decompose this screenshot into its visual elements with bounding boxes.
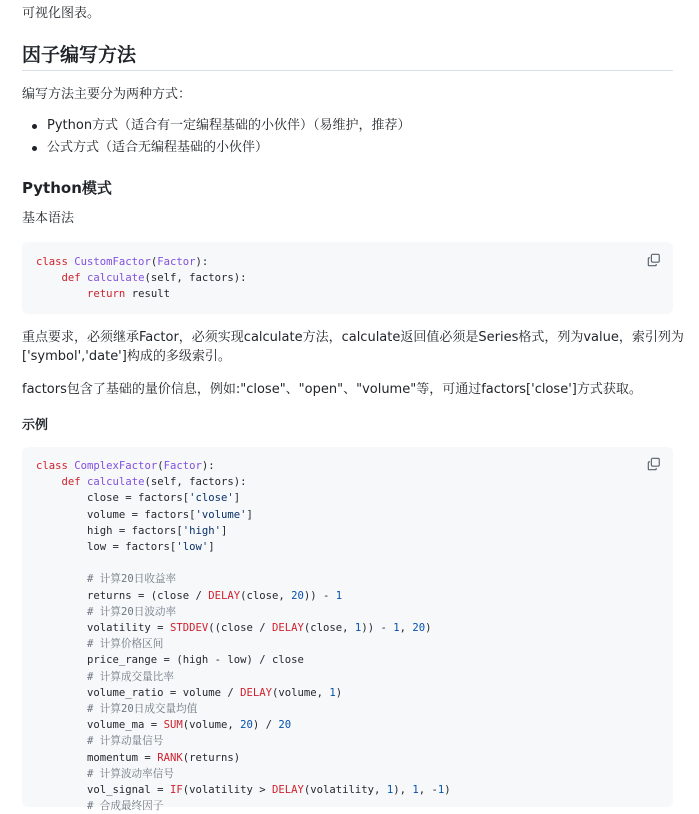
code-line xyxy=(36,671,174,683)
code-token: # 计算20日收益率 xyxy=(36,573,177,586)
code-keyword: return xyxy=(87,288,126,301)
code-token: ] xyxy=(220,524,228,537)
code-token: , xyxy=(399,622,413,635)
code-token: IF xyxy=(169,784,183,797)
list-item: Python方式（适合有一定编程基础的小伙伴）（易维护，推荐） xyxy=(47,118,411,133)
example-title: 示例 xyxy=(22,418,49,433)
code-token: (volatility > xyxy=(182,784,272,797)
code-token: ( xyxy=(157,460,164,472)
code-token: ) xyxy=(335,686,343,699)
code-line xyxy=(36,768,174,780)
code-token: 1 xyxy=(354,622,362,635)
code-indent xyxy=(36,476,62,488)
code-token: 1 xyxy=(386,784,394,797)
code-token: SUM xyxy=(163,719,183,732)
code-base-class: Factor xyxy=(163,460,202,472)
code-token: ): xyxy=(195,256,209,268)
code-line xyxy=(36,654,304,666)
code-token: DELAY xyxy=(272,622,304,635)
code-line xyxy=(36,256,208,268)
code-line xyxy=(36,687,342,699)
code-token: )) - xyxy=(361,622,394,635)
code-keyword: def xyxy=(61,476,81,489)
code-token: 'volume' xyxy=(195,508,247,521)
code-token: ) xyxy=(444,784,451,797)
code-class-name: ComplexFactor xyxy=(74,460,158,472)
code-line xyxy=(36,492,240,504)
code-line xyxy=(36,622,432,634)
list-bullet xyxy=(32,124,37,129)
code-token: DELAY xyxy=(208,589,241,602)
list-bullet xyxy=(32,146,37,151)
code-token: # 计算价格区间 xyxy=(36,638,164,651)
code-line xyxy=(36,735,163,747)
code-token: 1 xyxy=(335,589,343,602)
section-divider xyxy=(22,70,673,71)
code-line xyxy=(36,272,247,284)
code-token: 'close' xyxy=(189,492,234,505)
copy-icon[interactable] xyxy=(647,253,661,267)
code-token: ] xyxy=(208,541,215,554)
code-token: (returns) xyxy=(182,751,241,764)
code-token: ((close / xyxy=(208,622,272,635)
code-token: DELAY xyxy=(240,686,272,699)
basic-syntax-label: 基本语法 xyxy=(22,211,75,226)
code-token: # 合成最终因子 xyxy=(36,800,164,813)
code-token: ] xyxy=(233,492,241,505)
code-class-name: CustomFactor xyxy=(74,256,151,268)
code-token: , - xyxy=(418,784,438,797)
code-token: )) - xyxy=(303,589,336,602)
section-title: 因子编写方法 xyxy=(22,44,137,66)
code-token: returns = (close / xyxy=(36,589,209,602)
requirement-line-2: ['symbol','date']构成的多级索引。 xyxy=(22,349,231,364)
code-token: # 计算动量信号 xyxy=(36,735,164,748)
code-keyword: class xyxy=(36,256,68,268)
code-line xyxy=(36,573,176,585)
code-token: volume_ratio = volume / xyxy=(36,686,241,699)
code-token: 1 xyxy=(412,784,419,797)
code-token: high = factors[ xyxy=(36,524,183,537)
code-token: 'high' xyxy=(182,524,221,537)
code-line xyxy=(36,476,247,488)
code-token: ] xyxy=(246,508,253,521)
code-function-name: calculate xyxy=(87,476,145,489)
code-token: (self, factors): xyxy=(144,272,247,285)
code-line xyxy=(36,784,451,796)
code-line xyxy=(36,541,215,553)
code-function-name: calculate xyxy=(87,272,145,285)
code-line xyxy=(36,509,253,521)
code-line xyxy=(36,288,170,300)
code-line xyxy=(36,800,163,812)
code-token: vol_signal = xyxy=(36,784,170,797)
code-indent xyxy=(36,288,87,300)
code-token: 'low' xyxy=(176,541,209,554)
code-keyword: class xyxy=(36,460,68,472)
code-line xyxy=(36,525,227,537)
code-token: 20 xyxy=(278,719,292,732)
factors-note: factors包含了基础的量价信息，例如:"close"、"open"、"volume"等，可通过factors['close']方式获取。 xyxy=(22,382,642,397)
python-title: Python模式 xyxy=(22,179,112,197)
code-token: RANK xyxy=(157,751,183,764)
code-token: close = factors[ xyxy=(36,492,190,505)
code-token: 1 xyxy=(393,622,400,635)
code-block-syntax xyxy=(22,242,673,314)
code-token: volatility = xyxy=(36,622,170,635)
code-token: (volume, xyxy=(272,686,330,699)
code-token: 20 xyxy=(412,622,426,635)
code-token: volume_ma = xyxy=(36,719,164,732)
code-line xyxy=(36,638,163,650)
code-token: price_range = (high - low) / close xyxy=(36,654,304,667)
code-token: ) xyxy=(425,622,432,635)
code-line xyxy=(36,460,215,472)
code-token: 1 xyxy=(437,784,445,797)
code-token: (close, xyxy=(303,622,355,635)
code-token: 1 xyxy=(329,686,336,699)
code-text xyxy=(36,254,247,303)
code-token: (volume, xyxy=(182,719,241,732)
code-token: ), xyxy=(393,784,413,797)
code-text xyxy=(36,458,451,814)
code-token: low = factors[ xyxy=(36,541,177,554)
code-token: # 计算20日成交量均值 xyxy=(36,703,198,716)
list-item: 公式方式（适合无编程基础的小伙伴） xyxy=(47,140,269,155)
code-token: # 计算成交量比率 xyxy=(36,670,174,683)
code-line xyxy=(36,719,291,731)
code-token: # 计算20日波动率 xyxy=(36,605,177,618)
code-token: volume = factors[ xyxy=(36,508,196,521)
code-token: STDDEV xyxy=(169,622,209,635)
code-line xyxy=(36,590,342,602)
code-indent xyxy=(36,272,62,284)
code-token: ( xyxy=(150,256,158,268)
code-token: result xyxy=(125,288,170,301)
section-intro: 编写方法主要分为两种方式： xyxy=(22,87,192,102)
code-line xyxy=(36,606,176,618)
code-token: (volatility, xyxy=(303,784,387,797)
code-line xyxy=(36,752,240,764)
code-base-class: Factor xyxy=(157,256,196,268)
requirement-line-1: 重点要求，必须继承Factor，必须实现calculate方法，calculate返回值必须是Series格式，列为value，索引列为 xyxy=(22,330,684,345)
code-token: ) / xyxy=(252,719,279,732)
code-token: # 计算波动率信号 xyxy=(36,767,174,780)
code-line xyxy=(36,703,197,715)
code-keyword: def xyxy=(61,272,81,285)
code-token: (self, factors): xyxy=(144,476,247,489)
code-token: 20 xyxy=(240,719,253,732)
code-token: ): xyxy=(201,460,215,472)
copy-icon[interactable] xyxy=(647,457,661,471)
code-token: 20 xyxy=(291,589,304,602)
code-token: momentum = xyxy=(36,751,158,764)
code-token: DELAY xyxy=(272,784,304,797)
code-block-example xyxy=(22,447,673,813)
code-token: (close, xyxy=(240,589,292,602)
intro-line: 可视化图表。 xyxy=(22,6,101,21)
